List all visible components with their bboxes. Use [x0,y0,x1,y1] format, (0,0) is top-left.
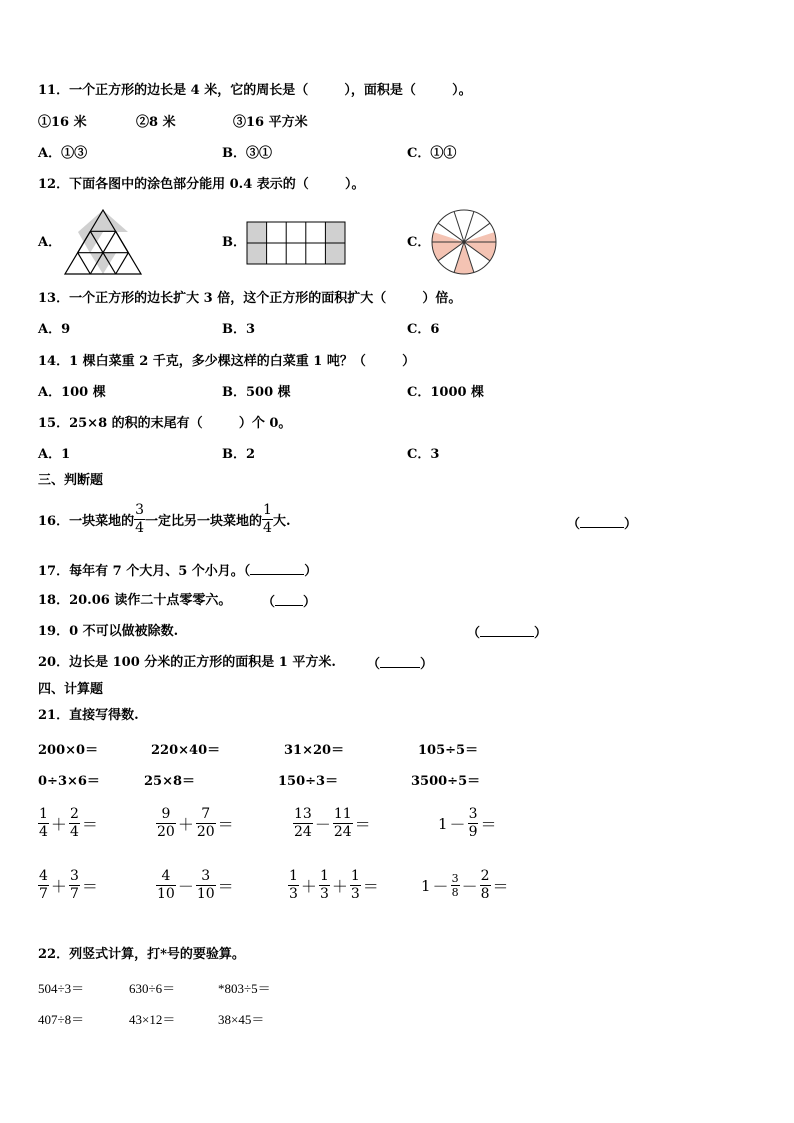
q22-calc-6: 38×45＝ [218,1012,265,1027]
q13-stem: 13．一个正方形的边长扩大 3 倍，这个正方形的面积扩大（ ）倍。 [38,291,462,306]
q16-text-post: 大. [272,514,291,529]
q11-option-a[interactable]: A．①③ [38,146,88,161]
q12-option-a-label[interactable]: A． [38,235,62,250]
q14-option-a[interactable]: A．100 棵 [38,385,106,400]
q12-option-c-label[interactable]: C． [407,235,431,250]
q21-calc-6: 25×8＝ [144,774,196,789]
q16-fraction-2: $\frac{1}{4}$ [263,502,272,536]
q21-calc-2: 220×40＝ [151,743,221,758]
q18-text: 18．20.06 读作二十点零零六。 [38,593,232,608]
q21-fraction-expr-7: $\frac{1}{3}$ ＋ $\frac{1}{3}$ ＋ $\frac{1}{3}$ ＝ [289,868,379,902]
q21-fraction-expr-4: 1 － $\frac{3}{9}$ ＝ [438,806,497,840]
q14-option-b[interactable]: B．500 棵 [222,385,291,400]
q22-calc-4: 407÷8＝ [38,1012,85,1027]
q11-option-c[interactable]: C．①① [407,146,457,161]
section-3-heading: 三、判断题 [38,473,104,488]
q22-calc-3: *803÷5＝ [218,981,271,996]
q22-stem: 22．列竖式计算，打*号的要验算。 [38,947,245,962]
q19-text: 19．0 不可以做被除数. [38,624,179,639]
q13-option-b[interactable]: B．3 [222,322,256,337]
q20-text: 20．边长是 100 分米的正方形的面积是 1 平方米. [38,655,336,670]
q21-fraction-expr-6: $\frac{4}{10}$ － $\frac{3}{10}$ ＝ [157,868,234,902]
q12-option-b-label[interactable]: B． [222,235,246,250]
q14-option-c[interactable]: C．1000 棵 [407,385,485,400]
q13-option-c[interactable]: C．6 [407,322,440,337]
q19-answer-blank[interactable]: （ ） [467,626,548,641]
q21-fraction-expr-3: $\frac{13}{24}$ － $\frac{11}{24}$ ＝ [294,806,371,840]
q11-item-2: ②8 米 [136,115,176,130]
q21-fraction-expr-2: $\frac{9}{20}$ ＋ $\frac{7}{20}$ ＝ [157,806,234,840]
q21-fraction-expr-1: $\frac{1}{4}$ ＋ $\frac{2}{4}$ ＝ [39,806,98,840]
triangle-figure [64,208,142,276]
q16-answer-blank[interactable]: （ ） [567,517,638,532]
q17-answer-blank[interactable]: 17．每年有 7 个大月、5 个小月。（ ） [38,564,318,579]
q15-option-c[interactable]: C．3 [407,447,440,462]
q11-stem: 11．一个正方形的边长是 4 米，它的周长是（ ），面积是（ ）。 [38,83,472,98]
q21-calc-7: 150÷3＝ [278,774,339,789]
q22-calc-5: 43×12＝ [129,1012,176,1027]
q21-calc-5: 0÷3×6＝ [38,774,100,789]
q15-option-a[interactable]: A．1 [38,447,71,462]
q21-calc-4: 105÷5＝ [418,743,479,758]
q20-answer-blank[interactable]: （ ） [367,657,434,672]
q21-fraction-expr-5: $\frac{4}{7}$ ＋ $\frac{3}{7}$ ＝ [39,868,98,902]
q11-option-b[interactable]: B．③① [222,146,272,161]
q18-answer-blank[interactable]: （ ） [262,595,317,610]
q15-option-b[interactable]: B．2 [222,447,256,462]
q13-option-a[interactable]: A．9 [38,322,71,337]
q14-stem: 14．1 棵白菜重 2 千克，多少棵这样的白菜重 1 吨？（ ） [38,354,416,369]
q21-stem: 21．直接写得数. [38,708,139,723]
q11-item-3: ③16 平方米 [233,115,308,130]
circle-sector-figure [430,208,498,276]
q12-stem: 12．下面各图中的涂色部分能用 0.4 表示的（ ）。 [38,177,365,192]
q11-item-1: ①16 米 [38,115,87,130]
q22-calc-1: 504÷3＝ [38,981,85,996]
q15-stem: 15．25×8 的积的末尾有（ ）个 0。 [38,416,292,431]
section-4-heading: 四、计算题 [38,682,104,697]
q16-line [38,502,290,537]
q21-calc-1: 200×0＝ [38,743,99,758]
q16-fraction-1: $\frac{3}{4}$ [135,502,145,536]
q16-text-mid: 一定比另一块菜地的 [145,514,263,529]
q21-calc-3: 31×20＝ [284,743,345,758]
q21-calc-8: 3500÷5＝ [411,774,481,789]
q17-text: 17．每年有 7 个大月、5 个小月。（ [38,564,251,579]
q16-text-pre: 16．一块菜地的 [38,514,135,529]
q21-fraction-expr-8: 1 － $\frac{3}{8}$ － $\frac{2}{8}$ ＝ [421,868,509,902]
rectangle-grid-figure [246,221,346,265]
q22-calc-2: 630÷6＝ [129,981,176,996]
